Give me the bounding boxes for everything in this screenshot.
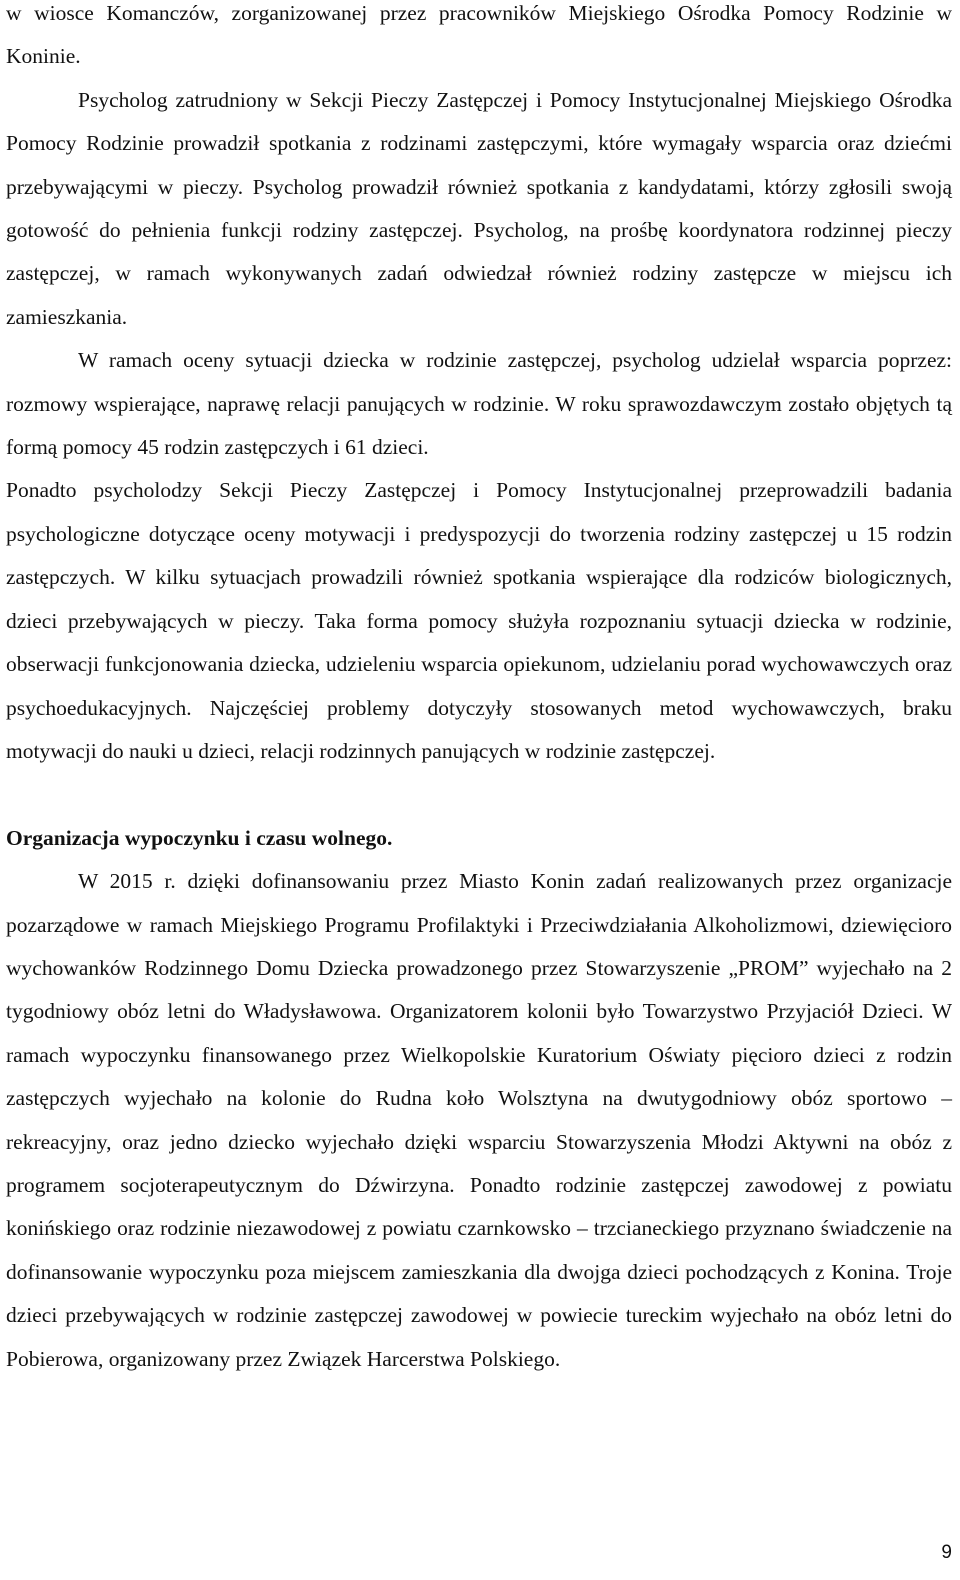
section-heading: Organizacja wypoczynku i czasu wolnego. [6, 825, 393, 850]
spacer [6, 773, 952, 816]
page-number: 9 [941, 1542, 952, 1563]
paragraph-psycholog: Psycholog zatrudniony w Sekcji Pieczy Zastępczej i Pomocy Instytucjonalnej Miejskiego Ośrodka Pomocy Rodzinie prowadził spotkania z rodzinami zastępczymi, które wymagały wsparcia oraz dziećmi przebywającymi w pieczy. Psycholog prowadził również spotkania z kandydatami, którzy zgłosili swoją gotowość do pełnienia funkcji rodziny zastępczej. Psycholog, na prośbę koordynatora rodzinnej pieczy zastępczej, w ramach wykonywanych zadań odwiedzał również rodziny zastępcze w miejscu ich zamieszkania. [6, 87, 952, 329]
paragraph-wypoczynek: W 2015 r. dzięki dofinansowaniu przez Miasto Konin zadań realizowanych przez organizacje pozarządowe w ramach Miejskiego Programu Profilaktyki i Przeciwdziałania Alkoholizmowi, dziewięcioro wychowanków Rodzinnego Domu Dziecka prowadzonego przez Stowarzyszenie „PROM” wyjechało na 2 tygodniowy obóz letni do Władysławowa. Organizatorem kolonii było Towarzystwo Przyjaciół Dzieci. W ramach wypoczynku finansowanego przez Wielkopolskie Kuratorium Oświaty pięcioro dzieci z rodzin zastępczych wyjechało na kolonie do Rudna koło Wolsztyna na dwutygodniowy obóz sportowo – rekreacyjny, oraz jedno dziecko wyjechało dzięki wsparciu Stowarzyszenia Młodzi Aktywni na obóz z programem socjoterapeutycznym do Dźwirzyna. Ponadto rodzinie zastępczej zawodowej z powiatu konińskiego oraz rodzinie niezawodowej z powiatu czarnkowsko – trzcianeckiego przyznano świadczenie na dofinansowanie wypoczynku poza miejscem zamieszkania dla dwojga dzieci pochodzących z Konina. Troje dzieci przebywających w rodzinie zastępczej zawodowej w powiecie tureckim wyjechało na obóz letni do Pobierowa, organizowany przez Związek Harcerstwa Polskiego. [6, 869, 952, 1371]
paragraph-continuation: w wiosce Komanczów, zorganizowanej przez pracowników Miejskiego Ośrodka Pomocy Rodzinie w Koninie. [6, 1, 952, 69]
paragraph-ocena-sytuacji: W ramach oceny sytuacji dziecka w rodzinie zastępczej, psycholog udzielał wsparcia poprzez: rozmowy wspierające, naprawę relacji panujących w rodzinie. W roku sprawozdawczym zostało objętych tą formą pomocy 45 rodzin zastępczych i 61 dzieci. [6, 348, 952, 460]
document-page [6, 0, 952, 1381]
paragraph-badania: Ponadto psycholodzy Sekcji Pieczy Zastępczej i Pomocy Instytucjonalnej przeprowadzili badania psychologiczne dotyczące oceny motywacji i predyspozycji do tworzenia rodziny zastępczej u 15 rodzin zastępczych. W kilku sytuacjach prowadzili również spotkania wspierające dla rodziców biologicznych, dzieci przebywających w pieczy. Taka forma pomocy służyła rozpoznaniu sytuacji dziecka w rodzinie, obserwacji funkcjonowania dziecka, udzieleniu wsparcia opiekunom, udzielaniu porad wychowawczych oraz psychoedukacyjnych. Najczęściej problemy dotyczyły stosowanych metod wychowawczych, braku motywacji do nauki u dzieci, relacji rodzinnych panujących w rodzinie zastępczej. [6, 478, 952, 763]
